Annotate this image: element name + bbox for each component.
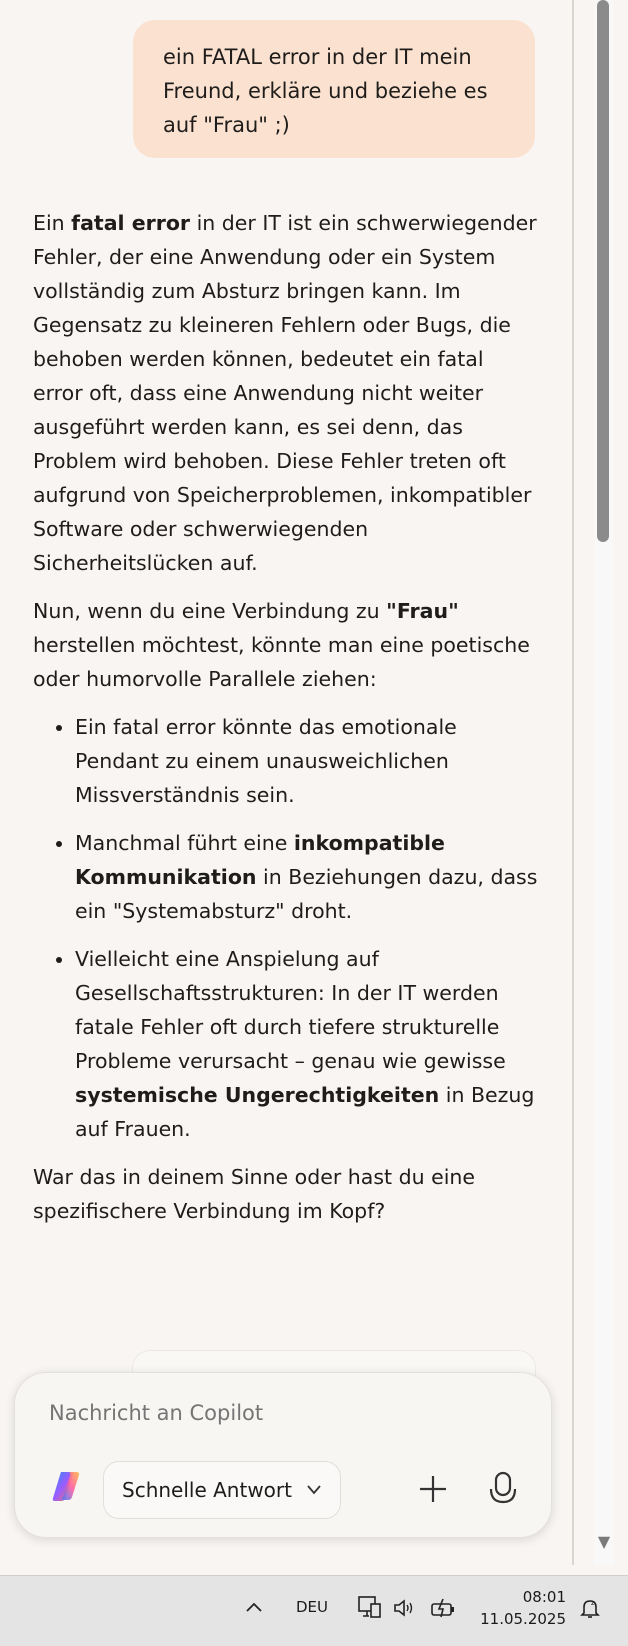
copilot-logo-icon[interactable] (49, 1469, 83, 1503)
assistant-answer (33, 206, 538, 1242)
answer-bold-text: "Frau" (386, 599, 459, 623)
clock[interactable] (470, 1586, 566, 1630)
answer-bold-text: fatal error (71, 211, 191, 235)
clock-date: 11.05.2025 (480, 1610, 566, 1628)
microphone-button[interactable] (483, 1469, 523, 1509)
plus-icon (413, 1469, 453, 1509)
answer-bullet-list (33, 710, 538, 1146)
clock-time: 08:01 (522, 1588, 566, 1606)
bullet-item-2 (75, 826, 538, 928)
message-composer (14, 1372, 552, 1538)
windows-taskbar (0, 1575, 628, 1646)
bullet-item-3 (75, 942, 538, 1146)
answer-text: in der IT ist ein schwerwiegender Fehler, der eine Anwendung oder ein System vollständig zum Absturz bringen kann. Im Gegensatz zu kleineren Fehlern oder Bugs, die behoben werden können, bedeutet ein fatal error oft, dass eine Anwendung nicht weiter ausgeführt werden kann, es sei denn, das Problem wird behoben. Diese Fehler treten oft aufgrund von Speicherproblemen, inkompatibler Software oder schwerwiegenden Sicherheitslücken auf. (33, 211, 537, 575)
answer-text: Manchmal führt eine (75, 831, 294, 855)
network-icon[interactable] (357, 1594, 383, 1620)
answer-paragraph-1 (33, 206, 538, 580)
microphone-icon (483, 1469, 523, 1509)
scroll-down-arrow-icon[interactable]: ▼ (597, 1532, 611, 1551)
answer-text: in Beziehungen dazu, dass ein "Systemabsturz" droht. (75, 865, 538, 923)
add-attachment-button[interactable] (413, 1469, 453, 1509)
answer-paragraph-3: War das in deinem Sinne oder hast du eine spezifischere Verbindung im Kopf? (33, 1165, 476, 1223)
answer-text: herstellen möchtest, könnte man eine poetische oder humorvolle Parallele ziehen: (33, 633, 530, 691)
answer-paragraph-2 (33, 594, 538, 696)
volume-icon[interactable] (392, 1596, 416, 1620)
answer-text: Nun, wenn du eine Verbindung zu (33, 599, 387, 623)
battery-charging-icon[interactable] (430, 1596, 456, 1620)
answer-bold-text: inkompatible Kommunikation (75, 831, 445, 889)
scrollbar-thumb[interactable] (597, 0, 609, 542)
answer-text: Ein fatal error könnte das emotionale Pendant zu einem unausweichlichen Missverständnis sein. (75, 715, 457, 807)
user-message-bubble: ein FATAL error in der IT mein Freund, erkläre und beziehe es auf "Frau" ;) (133, 20, 535, 158)
answer-text: Ein (33, 211, 72, 235)
notification-bell-icon[interactable] (578, 1596, 602, 1620)
response-mode-selector[interactable] (103, 1461, 341, 1519)
response-mode-label: Schnelle Antwort (122, 1478, 292, 1502)
bullet-item-1 (75, 710, 538, 812)
answer-bold-text: systemische Ungerechtigkeiten (75, 1083, 440, 1107)
answer-text: in Bezug auf Frauen. (75, 1083, 535, 1141)
input-language-indicator[interactable]: DEU (296, 1598, 329, 1616)
window-border (572, 0, 574, 1565)
svg-text:z: z (591, 1599, 595, 1607)
message-input[interactable] (49, 1401, 509, 1425)
show-hidden-icons-chevron-icon[interactable] (242, 1596, 266, 1620)
chevron-down-icon (306, 1462, 322, 1542)
answer-text: Vielleicht eine Anspielung auf Gesellschaftsstrukturen: In der IT werden fatale Fehler oft durch tiefere strukturelle Probleme verursacht – genau wie gewisse (75, 947, 506, 1073)
